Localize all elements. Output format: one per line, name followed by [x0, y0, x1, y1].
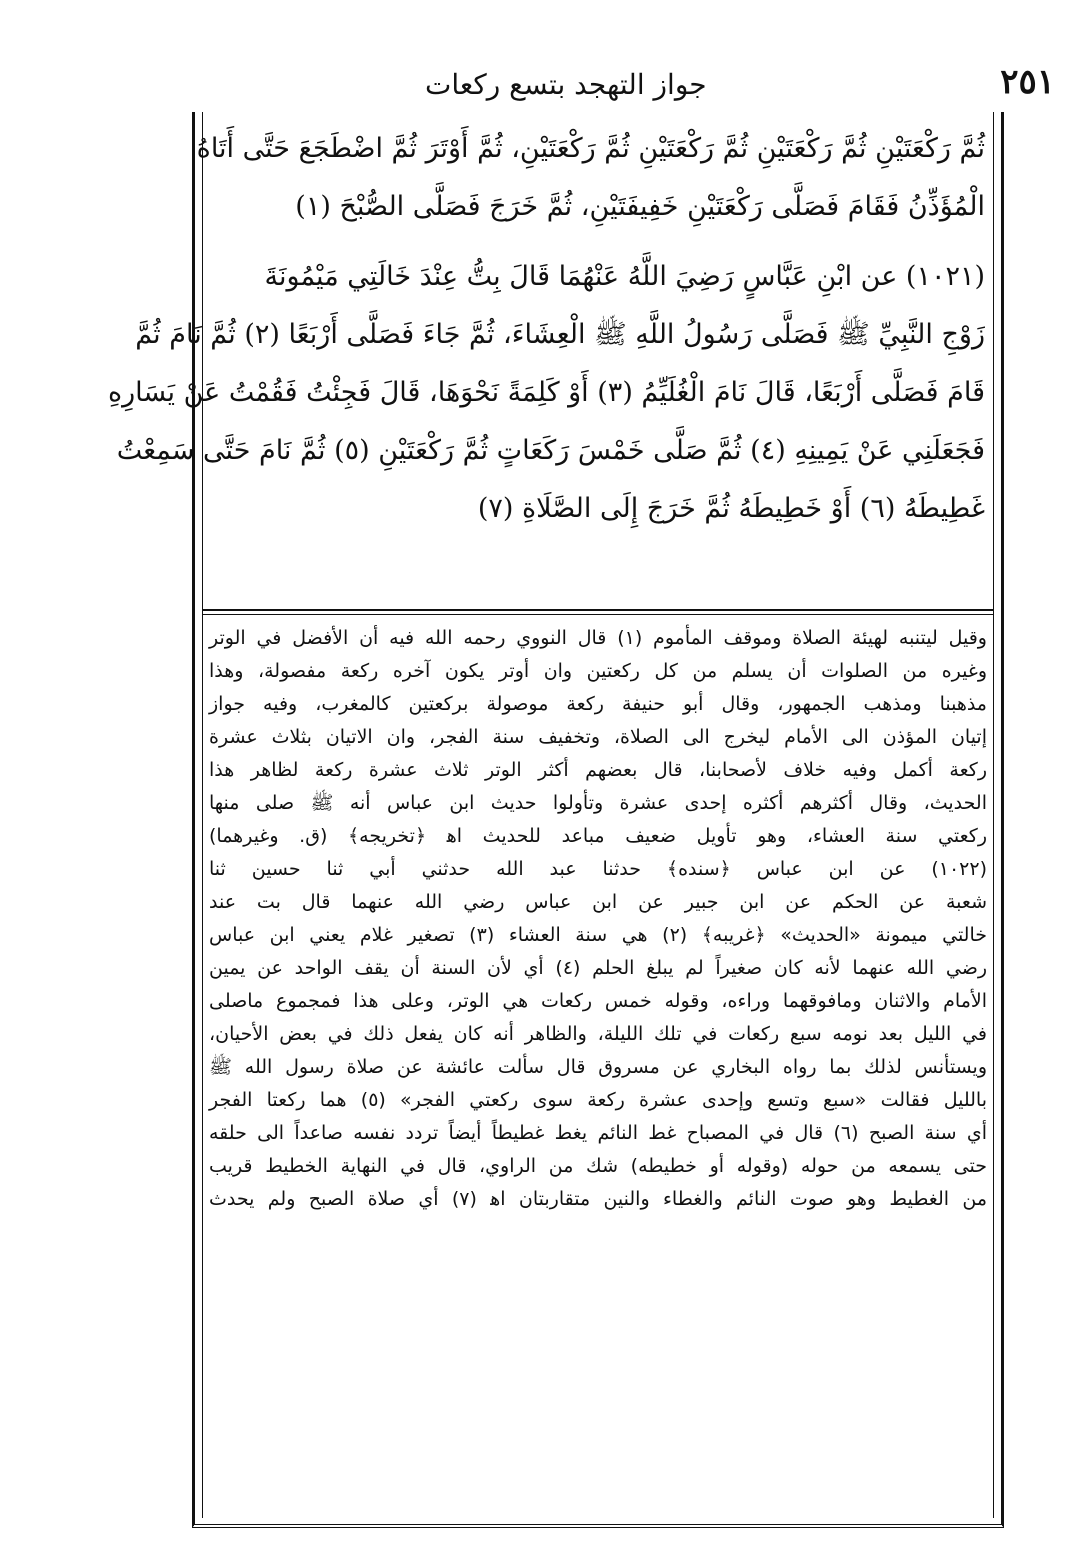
commentary-line: مذهبنا ومذهب الجمهور، وقال أبو حنيفة ركعة موصولة بركعتين كالمغرب، وفيه جواز: [209, 693, 987, 715]
hadith-line: (١٠٢١) عن ابْنِ عَبَّاسٍ رَضِيَ اللَّهُ عَنْهُمَا قَالَ بِتُّ عِنْدَ خَالَتِي مَيْمُونَةَ: [264, 261, 985, 292]
commentary-line: خالتي ميمونة «الحديث» ﴿غريبه﴾ (٢) هي سنة العشاء (٣) تصغير غلام يعني ابن عباس: [209, 924, 987, 946]
commentary-line: شعبة عن الحكم عن ابن جبير عن ابن عباس رضي الله عنهما قال بت عند: [209, 891, 987, 913]
page-header: [195, 62, 1055, 108]
section-divider: [203, 609, 993, 611]
commentary-line: في الليل بعد نومه سبع ركعات في تلك الليلة، والظاهر أنه كان يفعل ذلك في بعض الأحيان،: [209, 1023, 987, 1045]
commentary-line: (١٠٢٢) عن ابن عباس ﴿سنده﴾ حدثنا عبد الله حدثني أبي ثنا حسين ثنا: [209, 858, 987, 880]
page-number: ٢٥١: [1000, 62, 1055, 102]
commentary-line: الأمام والاثنان ومافوقهما وراءه، وقوله خمس ركعات هي الوتر، وعلى هذا فمجموع ماصلى: [209, 990, 987, 1012]
hadith-text-block: [108, 120, 991, 538]
commentary-line: رضي الله عنهما لأنه كان صغيراً لم يبلغ الحلم (٤) أي لأن السنة أن يقف الواحد عن يمين: [209, 957, 988, 979]
commentary-text-block: [209, 622, 987, 1216]
hadith-line: فَجَعَلَنِي عَنْ يَمِينِهِ (٤) ثُمَّ صَلَّى خَمْسَ رَكَعَاتٍ ثُمَّ رَكْعَتَيْنِ (٥) ثُمَّ نَامَ حَتَّى سَمِعْتُ: [116, 435, 985, 466]
running-title: جواز التهجد بتسع ركعات: [425, 68, 707, 101]
commentary-line: إتيان المؤذن الى الأمام ليخرج الى الصلاة، وتخفيف سنة الفجر، وان الاتيان بثلاث عشرة: [209, 726, 987, 748]
hadith-line: غَطِيطَهُ (٦) أَوْ خَطِيطَهُ ثُمَّ خَرَجَ إِلَى الصَّلَاةِ (٧): [477, 493, 985, 524]
hadith-line: زَوْجِ النَّبِيِّ ﷺ فَصَلَّى رَسُولُ اللَّهِ ﷺ الْعِشَاءَ، ثُمَّ جَاءَ فَصَلَّى أَرْبَعًا (٢) ثُمَّ نَامَ ثُمَّ: [135, 319, 985, 350]
commentary-line: وقيل ليتنبه لهيئة الصلاة وموقف المأموم (١) قال النووي رحمه الله فيه أن الأفضل في الوتر: [209, 627, 987, 649]
commentary-line: الحديث، وقال أكثرهم أكثره إحدى عشرة وتأولوا حديث ابن عباس أنه ﷺ صلى منها: [209, 792, 987, 814]
commentary-line: أي سنة الصبح (٦) قال في المصباح غط النائم يغط غطيطاً أيضاً تردد نفسه صاعداً الى حلقه: [209, 1122, 987, 1144]
page-frame: [108, 112, 1004, 1528]
hadith-line: ثُمَّ رَكْعَتَيْنِ ثُمَّ رَكْعَتَيْنِ ثُمَّ رَكْعَتَيْنِ ثُمَّ رَكْعَتَيْنِ، ثُمَّ أَوْتَرَ ثُمَّ اضْطَجَعَ حَتَّى أَتَاهُ: [196, 133, 985, 164]
hadith-line: قَامَ فَصَلَّى أَرْبَعًا، قَالَ نَامَ الْغُلَيِّمُ (٣) أَوْ كَلِمَةً نَحْوَهَا، قَالَ فَجِئْتُ فَقُمْتُ عَنْ يَسَارِهِ: [108, 377, 985, 408]
hadith-line: الْمُؤَذِّنُ فَقَامَ فَصَلَّى رَكْعَتَيْنِ خَفِيفَتَيْنِ، ثُمَّ خَرَجَ فَصَلَّى الصُّبْحَ (١): [295, 191, 985, 222]
commentary-line: ويستأنس لذلك بما رواه البخاري عن مسروق قال سألت عائشة عن صلاة رسول الله ﷺ: [209, 1056, 987, 1078]
commentary-line: وغيره من الصلوات أن يسلم من كل ركعتين وان أوتر يكون آخره ركعة مفصولة، وهذا: [209, 660, 987, 682]
commentary-line: ركعتي سنة العشاء، وهو تأويل ضعيف مباعد للحديث اه‍ ﴿تخريجه﴾ (ق. وغيرهما): [209, 825, 987, 847]
commentary-line: حتى يسمعه من حوله (وقوله أو خطيطه) شك من الراوي، قال في النهاية الخطيط قريب: [209, 1155, 987, 1177]
commentary-line: من الغطيط وهو صوت النائم والغطاء والنين متقاربتان اه‍ (٧) أي صلاة الصبح ولم يحدث: [209, 1188, 988, 1210]
commentary-line: ركعة أكمل وفيه خلاف لأصحابنا، قال بعضهم أكثر الوتر ثلاث عشرة ركعة لظاهر هذا: [209, 759, 987, 781]
commentary-line: بالليل فقالت «سبع وتسع وإحدى عشرة ركعة سوى ركعتي الفجر» (٥) هما ركعتا الفجر: [209, 1089, 988, 1111]
